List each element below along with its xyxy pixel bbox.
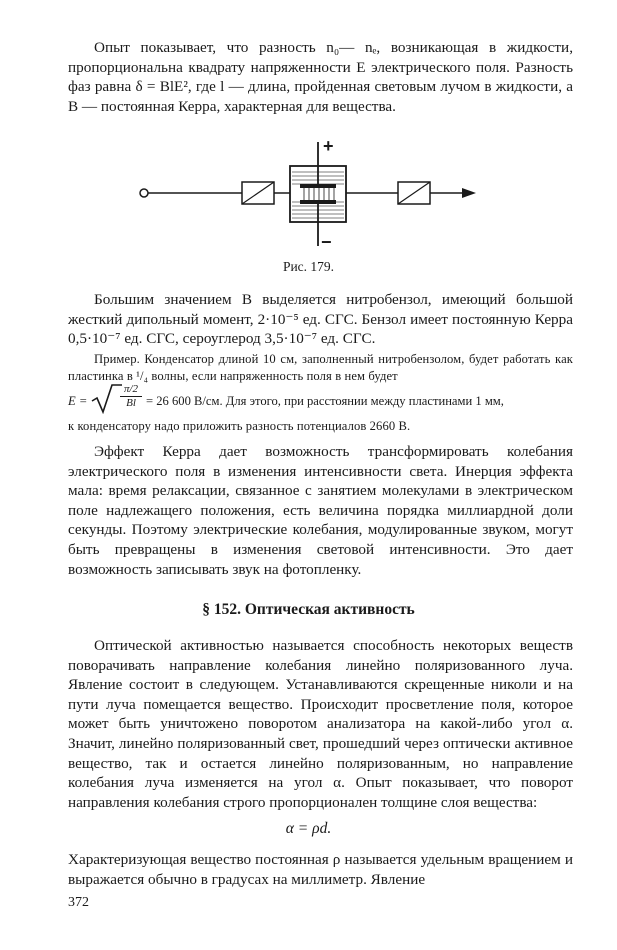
figure-caption: Рис. 179. bbox=[282, 259, 335, 274]
plus-terminal-label: + bbox=[323, 138, 334, 156]
arrow-head-icon bbox=[462, 188, 476, 198]
equation-fraction bbox=[120, 383, 142, 410]
minus-terminal-label: − bbox=[321, 232, 332, 252]
rotation-formula: α = ρd. bbox=[285, 820, 332, 837]
square-root-icon bbox=[90, 384, 122, 414]
light-source-icon bbox=[140, 189, 148, 197]
fraction-denominator: Bl bbox=[126, 397, 136, 409]
paragraph-nitrobenzene: Большим значением B выделяется нитробензол, имеющий большой жесткий дипольный момент, 2·10⁻⁵ ед. СГС. Бензол имеет постоянную Керра 0,5·10⁻⁷ ед. СГС, сероуглерод 3,5·10⁻⁷ ед. СГС. bbox=[68, 291, 573, 348]
paragraph-specific-rotation: Характеризующая вещество постоянная ρ называется удельным вращением и выражается обычно в градусах на миллиметр. Явление bbox=[68, 851, 573, 888]
page-number: 372 bbox=[68, 895, 89, 910]
kerr-cell-icon bbox=[290, 142, 346, 246]
example-conclusion: к конденсатору надо приложить разность потенциалов 2660 В. bbox=[68, 419, 411, 433]
paragraph-optical-activity: Оптической активностью называется способность некоторых веществ поворачивать направление колебания линейно поляризованного луча. Явление состоит в следующем. Устанавливаются скрещенные николи и на пути луча помещается вещество. Происходит просветление поля, которое может быть уничтожено поворотом анализатора на какой-либо угол α. Значит, линейно поляризованный свет, прошедший через оптически активное вещество, так и остается линейно поляризованным, но направление колебания луча изменяется на угол α. Опыт показывает, что поворот направления колебания строго пропорционален толщине слоя вещества: bbox=[68, 637, 573, 811]
fraction-numerator: π/2 bbox=[120, 383, 142, 397]
analyzer-nicol-icon bbox=[398, 182, 430, 204]
example-text: Пример. Конденсатор длиной 10 см, заполненный нитробензолом, будет работать как пластинка в ¹/₄ волны, если напряженность поля в нем будет bbox=[68, 352, 573, 383]
polarizer-nicol-icon bbox=[242, 182, 274, 204]
equation-result: = 26 600 В/см. Для этого, при расстоянии между пластинами 1 мм, bbox=[146, 394, 504, 408]
paragraph-kerr-applications: Эффект Керра дает возможность трансформировать колебания электрического поля в изменения интенсивности света. Инерция эффекта мала: время релаксации, связанное с занятием молекулами в электрическом поле надлежащего положения, есть величина порядка миллиардной доли секунды. Поэтому электрические колебания, модулированные звуком, могут быть превращены в изменения световой интенсивности. Это дает возможность записывать звук на фотопленку. bbox=[68, 443, 573, 578]
equation-lhs: E = bbox=[68, 394, 88, 408]
paragraph-kerr-phase: Опыт показывает, что разность n₀— nₑ, возникающая в жидкости, пропорциональна квадрату напряженности E электрического поля. Разность фаз равна δ = BlE², где l — длина, пройденная световым лучом в жидкости, а B — постоянная Керра, характерная для вещества. bbox=[68, 39, 573, 115]
section-heading: § 152. Оптическая активность bbox=[202, 601, 415, 618]
kerr-cell-figure bbox=[130, 138, 490, 258]
example-equation bbox=[68, 383, 573, 412]
